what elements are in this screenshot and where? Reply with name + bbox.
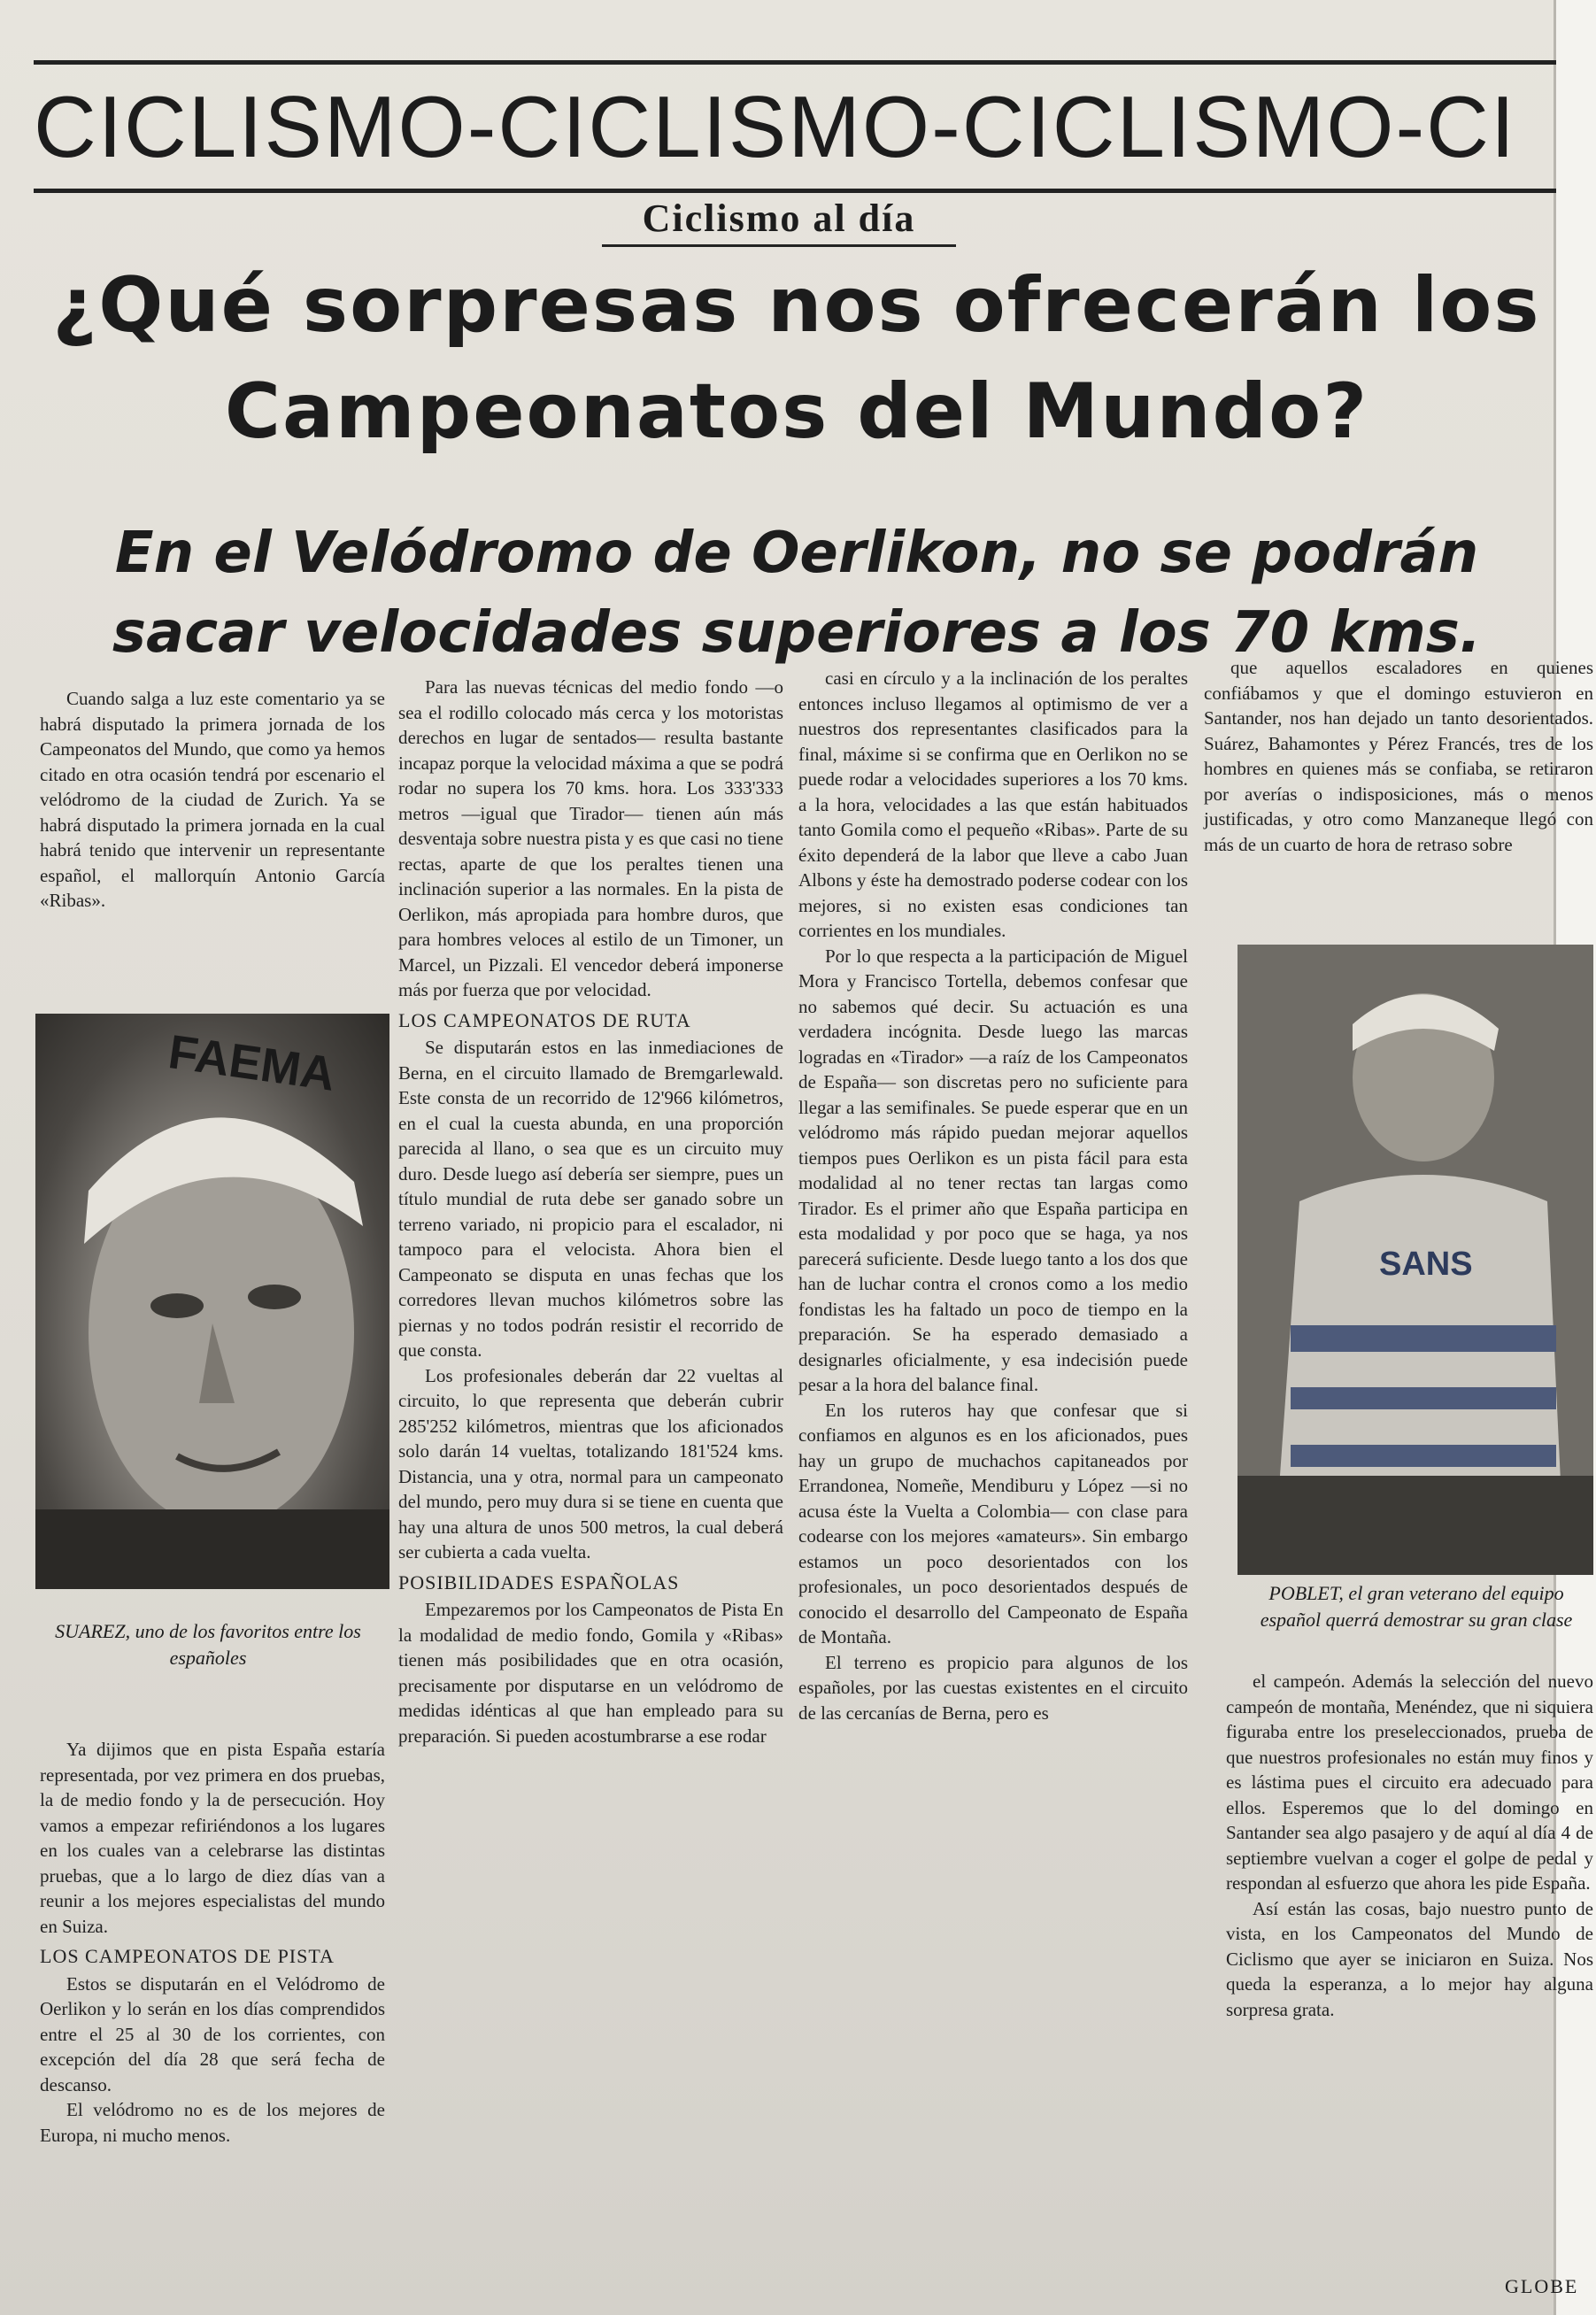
article-column-4: [1204, 655, 1593, 857]
photo-suarez: [35, 1014, 389, 1589]
author-signature: GLOBE: [1505, 2275, 1579, 2297]
article-column-2: [398, 675, 783, 1748]
paragraph: Ya dijimos que en pista España estaría representada, por vez primera en dos pruebas, la de medio fondo y la de persecución. Hoy vamos a empezar refiriéndonos a los lugares en los cuales van a celebrarse las distintas pruebas, que a lo largo de diez días van a reunir a los mejores especialistas del mundo en Suiza.: [40, 1739, 385, 1937]
section-heading: LOS CAMPEONATOS DE RUTA: [398, 1008, 691, 1031]
paragraph: Se disputarán estos en las inmediaciones de Berna, en el circuito llamado de Bremgarlewald. Este consta de un recorrido de 12'966 kilómetros, en el cual la cuesta abunda, en una proporción parecida al llano, o sea que es un circuito muy duro. Desde luego así debería ser siempre, pues un título mundial de ruta debe ser ganado sobre un terreno variado, ni propicio para el escalador, ni tampoco para el velocista. Ahora bien el Campeonato se disputa en unas fechas que los corredores llevan muchos kilómetros sobre las piernas y no todos podrán resistir el recorrido de que consta.: [398, 1037, 783, 1361]
headline: [35, 252, 1558, 465]
section-heading: POSIBILIDADES ESPAÑOLAS: [398, 1570, 680, 1593]
paragraph: Los profesionales deberán dar 22 vueltas al circuito, lo que representa que deberán cubrir 285'252 kilómetros, mientras que los aficionados solo darán 14 vueltas, totalizando 181'524 kms. Distancia, una y otra, normal para un campeonato del mundo, pero muy dura si se tiene en cuenta que hay una altura de unos 500 metros, la cual deberá ser cubierta a cada vuelta.: [398, 1364, 783, 1563]
subheadline-line-1: En el Velódromo de Oerlikon, no se podrán: [114, 521, 1479, 586]
subheadline-line-2: sacar velocidades superiores a los 70 kms.: [112, 600, 1482, 666]
paragraph: Para las nuevas técnicas del medio fondo —o sea el rodillo colocado más cerca y los motoristas derechos en lugar de sentados— resulta bastante incapaz porque la velocidad máxima a que se podrá rodar no supera los 70 kms. hora. Los 333'333 metros —igual que Tirador— tienen aún más desventaja sobre nuestra pista y es que casi no tiene rectas, aparte de que los peraltes tienen una inclinación superior a las normales. En la pista de Oerlikon, más apropiada para hombre duros, que para hombres veloces al estilo de un Timoner, un Marcel, un Pizzali. El vencedor deberá imponerse más por fuerza que por velocidad.: [398, 676, 783, 1000]
headline-line-1: ¿Qué sorpresas nos ofrecerán los: [52, 261, 1541, 350]
paragraph: El terreno es propicio para algunos de los españoles, por las cuestas existentes en el circuito de las cercanías de Berna, pero es: [798, 1651, 1188, 1724]
paragraph: Así están las cosas, bajo nuestro punto de vista, en los Campeonatos del Mundo de Ciclismo que ayer se iniciaron en Suiza. Nos queda la esperanza, a lo mejor hay alguna sorpresa grata.: [1226, 1897, 1593, 2020]
paragraph: Estos se disputarán en el Velódromo de Oerlikon y lo serán en los días comprendidos entre el 25 al 30 de los corrientes, con excepción del día 28 que será fecha de descanso.: [40, 1972, 385, 2095]
headline-line-2: Campeonatos del Mundo?: [224, 367, 1369, 456]
section-masthead: CICLISMO-CICLISMO-CICLISMO-CI: [34, 60, 1556, 193]
jersey-text: SANS: [1379, 1246, 1473, 1283]
paragraph: Por lo que respecta a la participación de Miguel Mora y Francisco Tortella, debemos confesar que no sabemos qué decir. Su actuación es una verdadera incógnita. Desde luego las marcas logradas en «Tirador» —a raíz de los Campeonatos de España— son discretas pero no suficiente para llegar a las semifinales. Se puede esperar que en un velódromo más rápido puedan mejorar aquellos tiempos pues Oerlikon es un pista fácil para esta modalidad al no tener rectas tan largas como Tirador. Es el primer año que España participa en esta modalidad y por poco que se haga, ya nos parecerá suficiente. Desde luego tanto a los dos que han de luchar contra el cronos como a los medio fondistas les ha faltado un poco de tiempo en la preparación. Se ha esperado demasiado a designarles oficialmente, y esa indecisión puede pesar a la hora del balance final.: [798, 945, 1188, 1395]
paragraph: El velódromo no es de los mejores de Europa, ni mucho menos.: [40, 2099, 385, 2146]
cap-logo-text: FAEMA: [165, 1025, 339, 1101]
article-column-1-lower: [40, 1737, 385, 2148]
article-column-4-lower: [1226, 1669, 1593, 2022]
section-heading: LOS CAMPEONATOS DE PISTA: [40, 1945, 335, 1967]
photo-caption-poblet: POBLET, el gran veterano del equipo español querrá demostrar su gran clase: [1260, 1582, 1573, 1631]
paragraph: Empezaremos por los Campeonatos de Pista En la modalidad de medio fondo, Gomila y «Ribas» tienen más posibilidades que en otra ocasión, precisamente por disputarse en un velódromo de medidas idénticas al que han empleado para su preparación. Si pueden acostumbrarse a ese rodar: [398, 1599, 783, 1747]
paragraph: el campeón. Además la selección del nuevo campeón de montaña, Menéndez, que ni siquiera figuraba entre los preseleccionados, prueba de que nuestros profesionales no están muy finos y es lástima pues el circuito era adecuado para ellos. Esperemos que lo del domingo en Santander sea algo pasajero y de aquí al día 4 de septiembre vuelvan a coger el golpe de pedal y respondan al esfuerzo que ahora les pide España.: [1226, 1671, 1593, 1894]
section-kicker: Ciclismo al día: [602, 193, 956, 247]
paragraph: que aquellos escaladores en quienes confiábamos y que el domingo estuvieron en Santander, nos han dejado un tanto desorientados. Suárez, Bahamontes y Pérez Francés, tres de los hombres en quienes más se confiaba, se retiraron por averías o indisposiciones, más o menos justificadas, y otro como Manzaneque llegó con más de un cuarto de hora de retraso sobre: [1204, 657, 1593, 855]
photo-caption-suarez: SUAREZ, uno de los favoritos entre los españoles: [55, 1620, 361, 1669]
paragraph: casi en círculo y a la inclinación de los peraltes entonces incluso llegamos al optimismo de ver a nuestros dos representantes clasificados para la final, máxime si se confirma que en Oerlikon no se puede rodar a velocidades superiores a los 70 kms. a la hora, velocidades a las que están habituados tanto Gomila como el pequeño «Ribas». Parte de su éxito dependerá de la labor que lleve a cabo Juan Albons y éste ha demostrado poderse codear con los mejores, si no existen esas condiciones tan corrientes en los mundiales.: [798, 667, 1188, 941]
cyclist-portrait-image: [35, 1014, 389, 1589]
photo-poblet: [1237, 945, 1593, 1575]
subheadline: [18, 513, 1576, 673]
article-column-1: [40, 686, 385, 914]
paragraph: En los ruteros hay que confesar que si confiamos en algunos es en los aficionados, pues hay un grupo de muchachos capitaneados por Errandonea, Nomeñe, Mendiburu y López —si no acusa éste la Vuelta a Colombia— con clase para codearse con los mejores «amateurs». Sin embargo estamos un poco desorientados con los profesionales, un poco desorientados después de conocido el desarrollo del Campeonato de España de Montaña.: [798, 1399, 1188, 1648]
paragraph: Cuando salga a luz este comentario ya se habrá disputado la primera jornada de los Campeonatos del Mundo, que como ya hemos citado en otra ocasión tendrá por escenario el velódromo de la ciudad de Zurich. Ya se habrá disputado la primera jornada en la cual habrá tenido que intervenir un representante español, el mallorquín Antonio García «Ribas».: [40, 688, 385, 911]
article-column-3: [798, 666, 1188, 1725]
